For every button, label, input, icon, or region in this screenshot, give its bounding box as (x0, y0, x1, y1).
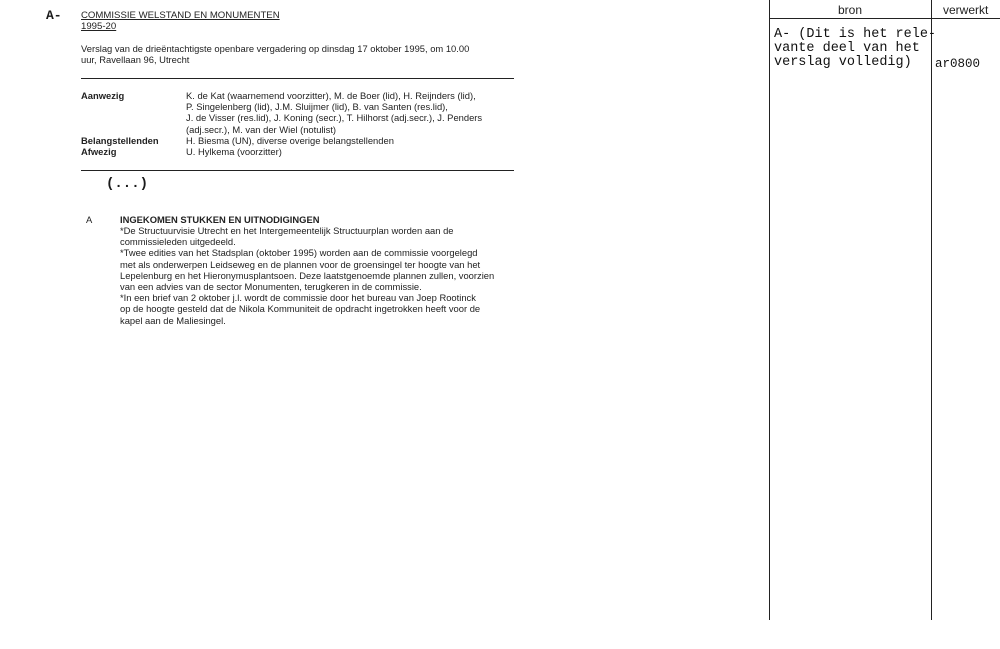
present-line: K. de Kat (waarnemend voorzitter), M. de Boer (lid), H. Reijnders (lid), (186, 90, 476, 101)
body-line: *De Structuurvisie Utrecht en het Intergemeentelijk Structuurplan worden aan de (120, 225, 454, 236)
intro-line-1: Verslag van de drieëntachtigste openbare vergadering op dinsdag 17 oktober 1995, om 10.00 (81, 43, 470, 54)
section-marker: A- (46, 8, 62, 23)
present-line: J. de Visser (res.lid), J. Koning (secr.), T. Hilhorst (adj.secr.), J. Penders (186, 112, 483, 124)
body-line: *Twee edities van het Stadsplan (oktober 1995) worden aan de commissie voorgelegd (120, 247, 478, 259)
divider-bottom (81, 170, 514, 171)
column-header-verwerkt: verwerkt (943, 3, 989, 17)
body-line: *In een brief van 2 oktober j.l. wordt de commissie door het bureau van Joep Rootinck (120, 292, 476, 304)
body-line: Lepelenburg en het Hieronymusplantsoen. Deze laatstgenoemde plannen zullen, voorzien (120, 269, 495, 281)
absent-value: U. Hylkema (voorzitter) (186, 146, 282, 157)
body-line: kapel aan de Maliesingel. (120, 314, 226, 326)
absent-label: Afwezig (81, 146, 117, 157)
note-line: verslag volledig) (774, 55, 912, 70)
body-line: commissieleden uitgedeeld. (120, 236, 236, 248)
margin-note (774, 28, 936, 70)
column-header-bron: bron (838, 3, 863, 17)
intro-line-2: uur, Ravellaan 96, Utrecht (81, 54, 190, 65)
body-line: op de hoogte gesteld dat de Nikola Kommuniteit de opdracht ingetrokken heeft voor de (120, 303, 481, 315)
section-body (120, 225, 494, 326)
margin-column-divider (931, 0, 932, 620)
margin-left-border (769, 0, 770, 620)
stakeholders-label: Belangstellenden (81, 135, 159, 146)
ellipsis-mark: (...) (106, 176, 149, 192)
margin-header-rule (769, 18, 1000, 19)
section-letter: A (86, 214, 93, 225)
document-year: 1995-20 (81, 21, 117, 32)
archive-code: ar0800 (935, 57, 981, 71)
document-title: COMMISSIE WELSTAND EN MONUMENTEN (81, 10, 280, 21)
present-list (186, 90, 482, 135)
note-line: A- (Dit is het rele- (774, 27, 937, 42)
present-label: Aanwezig (81, 90, 125, 101)
stakeholders-value: H. Biesma (UN), diverse overige belangstellenden (186, 135, 394, 146)
present-line: (adj.secr.), M. van der Wiel (notulist) (186, 123, 337, 135)
present-line: P. Singelenberg (lid), J.M. Sluijmer (lid), B. van Santen (res.lid), (186, 101, 448, 113)
section-title: INGEKOMEN STUKKEN EN UITNODIGINGEN (120, 214, 320, 225)
note-line: vante deel van het (774, 41, 920, 56)
body-line: met als onderwerpen Leidseweg en de plannen voor de groensingel ter hoogte van het (120, 258, 481, 270)
divider-top (81, 78, 514, 79)
body-line: van een advies van de sector Monumenten, terugkeren in de commissie. (120, 281, 422, 293)
